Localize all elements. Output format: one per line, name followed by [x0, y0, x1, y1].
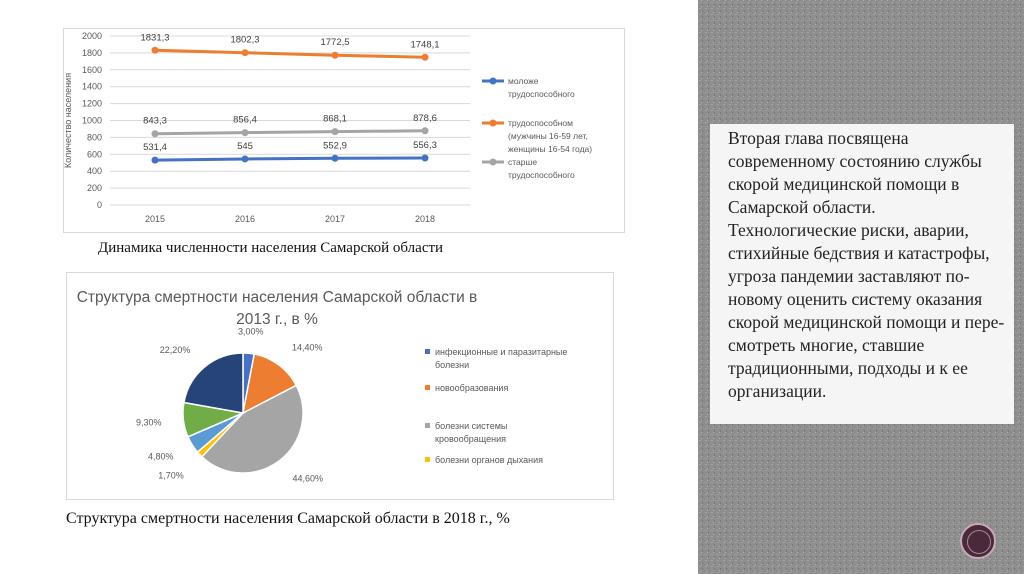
- data-label: 878,6: [413, 112, 437, 124]
- data-label: 1831,3: [140, 32, 170, 44]
- y-tick-label: 1400: [81, 81, 102, 92]
- data-label: 843,3: [143, 115, 167, 127]
- y-tick-label: 2000: [81, 31, 102, 41]
- data-point: [152, 47, 159, 54]
- data-point: [152, 157, 159, 164]
- pie-data-label: 22,20%: [159, 345, 191, 356]
- legend-marker: [490, 78, 497, 85]
- line-chart-caption: Динамика численности населения Самарской области: [98, 240, 444, 256]
- legend-text: (мужчины 16-59 лет,: [508, 131, 588, 141]
- pie-slice: [184, 353, 243, 413]
- data-point: [332, 155, 339, 162]
- x-tick-label: 2015: [144, 214, 166, 224]
- data-point: [332, 128, 339, 135]
- pie-chart-svg: [67, 273, 613, 499]
- legend-marker: [490, 120, 497, 127]
- legend-text: болезни системы: [435, 421, 508, 431]
- pie-2018-caption: Структура смертности населения Самарской области в 2018 г., %: [66, 510, 510, 527]
- legend-text: моложе: [508, 76, 539, 86]
- pie-title-line: 2013 г., в %: [236, 311, 318, 328]
- x-tick-label: 2016: [234, 214, 256, 224]
- y-tick-label: 1600: [81, 64, 102, 75]
- pie-data-label: 14,40%: [292, 342, 323, 353]
- legend-swatch: [425, 457, 430, 462]
- y-tick-label: 0: [96, 200, 102, 210]
- legend-text: старше: [508, 157, 538, 167]
- pie-data-label: 4,80%: [147, 451, 174, 462]
- y-tick-label: 200: [86, 183, 102, 194]
- legend-text: новообразования: [435, 383, 509, 393]
- legend-swatch: [425, 385, 430, 390]
- data-point: [242, 155, 249, 162]
- next-slide-button[interactable]: [960, 523, 996, 559]
- data-point: [422, 154, 429, 161]
- legend-text: трудоспособного: [508, 89, 575, 99]
- data-label: 552,9: [323, 140, 347, 152]
- legend-swatch: [425, 423, 430, 428]
- legend-text: трудоспособного: [508, 170, 575, 180]
- data-point: [422, 127, 429, 134]
- data-point: [242, 129, 249, 136]
- y-tick-label: 800: [86, 132, 102, 143]
- data-label: 1748,1: [410, 39, 440, 51]
- y-tick-label: 1200: [81, 98, 102, 109]
- data-label: 856,4: [233, 114, 257, 126]
- legend-text: трудоспособном: [508, 118, 573, 128]
- data-label: 556,3: [413, 139, 437, 151]
- data-label: 1802,3: [230, 34, 260, 46]
- legend-swatch: [425, 349, 430, 354]
- pie-data-label: 9,30%: [136, 417, 162, 428]
- y-axis-label: Количество населения: [64, 72, 73, 169]
- data-label: 531,4: [143, 142, 167, 154]
- data-point: [152, 130, 159, 137]
- legend-text: женщины 16-54 года): [508, 144, 593, 154]
- mortality-pie-chart: [66, 272, 614, 500]
- legend-text: болезни органов дыхания: [435, 455, 543, 465]
- pie-data-label: 44,60%: [292, 473, 323, 484]
- legend-text: инфекционные и паразитарные: [435, 347, 568, 357]
- data-label: 545: [237, 140, 253, 152]
- legend-text: болезни: [435, 360, 470, 370]
- population-line-chart: [63, 28, 625, 233]
- y-tick-label: 1800: [81, 47, 102, 58]
- x-tick-label: 2017: [324, 214, 346, 224]
- pie-data-label: 1,70%: [158, 470, 184, 481]
- pie-title-line: Структура смертности населения Самарской области в: [76, 289, 478, 306]
- data-label: 868,1: [323, 113, 347, 125]
- body-text: Вторая глава посвящена современному состоянию службы скорой медицинской помощи в Самарской области. Технологические риски, аварии, стихийные бедствия и катастрофы, угроза пандемии заставляют по-новому оценить систему оказания скорой медицинской помощи и пере-смотреть многие, ставшие традиционными, подходы и к ее организации.: [728, 128, 1005, 401]
- y-tick-label: 400: [86, 166, 102, 177]
- series-line: [155, 50, 425, 57]
- line-chart-svg: [64, 29, 624, 232]
- data-point: [422, 54, 429, 61]
- x-tick-label: 2018: [414, 214, 436, 224]
- legend-text: кровообращения: [435, 434, 506, 444]
- legend-marker: [490, 159, 497, 166]
- y-tick-label: 600: [86, 149, 102, 160]
- pie-data-label: 3,00%: [237, 326, 264, 337]
- y-tick-label: 1000: [81, 115, 102, 126]
- series-line: [155, 131, 425, 134]
- series-line: [155, 158, 425, 160]
- data-label: 1772,5: [320, 37, 350, 49]
- data-point: [242, 49, 249, 56]
- data-point: [332, 52, 339, 59]
